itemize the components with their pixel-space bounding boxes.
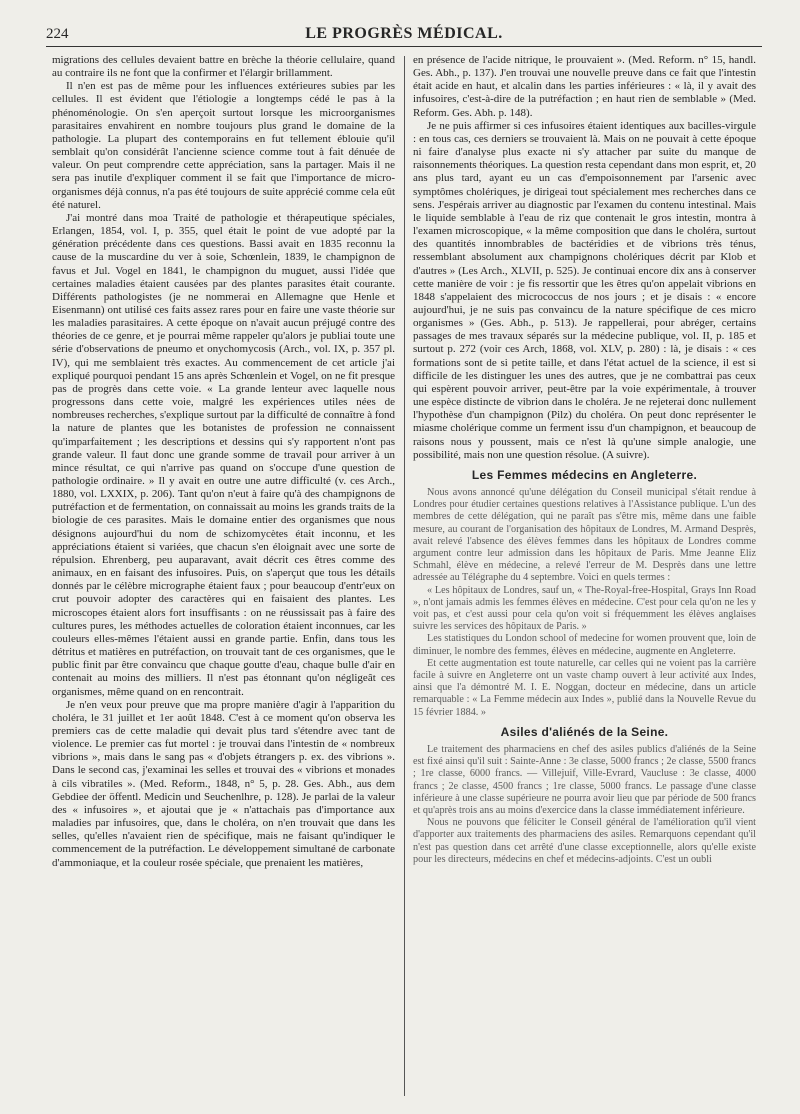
right-column xyxy=(413,54,756,1096)
paragraph: Il n'en est pas de même pour les influences extérieures subies par les cellules. Il est évident que l'étiologie a longtemps cédé le pas à la phénoménologie. On s'en aperçoit surtout lorsque les microorganismes parasitaires envahirent en nombre toujours plus grand le domaine de la pathologie. La plupart des contemporains en fut tellement éblouie qu'il semblait qu'on considérât l'ancienne science comme tout à fait dénuée de valeur. On peut comprendre cette appréciation, sans la partager. Mais il ne sera pas inutile d'expliquer comment il se fait que l'importance de micro-organismes déjà connus, n'a pas été toujours de suite apprécié comme cela eût été naturel. xyxy=(52,80,395,211)
paragraph: J'ai montré dans moa Traité de pathologie et thérapeutique spéciales, Erlangen, 1854, vol. I, p. 355, quel était le point de vue adopté par la génération précédente dans ces questions. Bassi avait en 1835 reconnu la cause de la muscardine du ver à soie, Schœnlein, 1839, le champignon de favus et Jul. Vogel en 1841, le champignon du muguet, aussi l'idée que certaines maladies étaient causées par des plantes parasites était courante. Différents pathologistes (je ne nommerai en Allemagne que Henle et Eisenmann) ont utilisé ces faits assez rares pour en faire une vaste théorie sur les maladies parasitaires. A cette époque on n'avait aucun préjugé contre des théories de ce genre, et je pourrai même rappeler qu'alors je publiai toute une série d'observations de pneumo et onychomycosis (Arch., vol. IX, p. 357 pl. IV), qui me semblaient très exactes. Au commencement de cet article j'ai expliqué pourquoi pendant 15 ans après Schœnlein et Vogel, on ne fit presque pas de progrès dans cette voie. « La grande lenteur avec laquelle nous progressons dans cette voie, malgré les expériences utiles nées de nombreuses recherches, s'explique surtout par la difficulté de connaître à fond la nature de plantes que les botanistes de profession ne connaissent qu'imparfaitement ; les descriptions et dessins qui s'y rapportent n'ont pas grande valeur. Il faut donc une grande somme de travail pour arriver à un mince résultat, ce qui n'arrive pas quand on s'occupe d'une question de pathologie ordinaire. » Il y avait en outre une autre difficulté (v. ces Arch., 1880, vol. LXXIX, p. 206). Tant qu'on n'eut à faire qu'à des champignons de putréfaction et de fermentation, on connaissait au moins les grands traits de la biologie de ces parasites. Mais le domaine entier des organismes que nous désignons aujourd'hui du nom de schizomycètes était inconnu, et les appréciations étaient si variées, que chacun s'en éloignait avec une sorte de répulsion. Ehrenberg, peu auparavant, avait décrit ces êtres comme des animaux, en en faisant des infusoires. Puis, on s'aperçut que tous les détails donnés par le célèbre micrographe étaient faux ; pour beaucoup d'entr'eux on crut pouvoir adopter des caractères qui en faisaient des plantes. Les microscopes étaient alors fort insuffisants : on ne réussissait pas à faire des cultures pures, les méthodes actuelles de coloration étaient inconnues, car les couleurs elles-mêmes l'étaient aussi en grande partie. Enfin, dans tous les détritus et matières en putréfaction, on trouvait tant de ces organismes, que le public finit par être convaincu que chaque goutte d'eau, chaque bulle d'air en contenait au moins des milliers. Il n'est pas étonnant qu'on négligeât ces organismes, même quand on en rencontrait. xyxy=(52,211,395,698)
quotation: « Les hôpitaux de Londres, sauf un, « The-Royal-free-Hospital, Grays Inn Road », n'ont jamais admis les femmes élèves en médecine. C'est pour cela qu'on ne les y voit pas, et c'est aussi pour cela qu'on voit si fréquemment les élèves anglaises suivre les services des hôpitaux de Paris. » xyxy=(413,584,756,633)
page-number: 224 xyxy=(46,26,69,42)
paragraph: Je ne puis affirmer si ces infusoires étaient identiques aux bacilles-virgule : en tous cas, ces derniers se trouvaient là. Mais on ne pouvait à cette époque ni faire d'analyse plus exacte ni s'y attacher par suite du manque de raisonnements théoriques. La question resta cependant dans mon esprit, et, 20 ans plus tard, ayant eu un cas d'empoisonnement par l'arsenic avec symptômes cholériques, je dirigeai tout spécialement mes recherches dans ce sens. J'espérais arriver au diagnostic par l'examen du contenu intestinal. Mais le liquide semblable à l'eau de riz que contenait le gros intestin, montra à l'examen microscopique, « la même composition que dans le choléra, surtout des quantités innombrables de bactéridies et de vibrions très ténus, ressemblant absolument aux champignons cholériques décrit par Klob et d'autres » (Les Arch., XLVII, p. 525). Je continuai encore dix ans à conserver cette manière de voir : je fis ressortir que les êtres qu'on appelait vibrions en 1848 s'appelaient des micrococcus de nos jours ; et je disais : « encore aujourd'hui, je ne suis pas convaincu de la nature spécifique de ces micro organismes » (Ges. Abh., p. 513). Je rappellerai, pour abréger, certains passages de mes travaux séparés sur la médecine publique, vol. II, p. 185 et surtout p. 272 (voir ces Arch, 1868, vol. XLV, p. 280) : là, je disais : « ces formations sont de si petite taille, et dans l'état actuel de la science, il est si difficile de les distinguer les unes des autres, que je ne combattrai pas ceux qui espèrent pouvoir arriver, peut-être par la voie expérimentale, à trouver une espèce distincte de vibrion dans le choléra. Je ne rejeterai donc nullement l'hypothèse d'un champignon (Pilz) du choléra. On peut donc représenter le miasme cholérique comme un ferment issu d'un champignon, et beaucoup de raisons nous y poussent, mais ce n'est là qu'une simple analogie, une possibilité, mais non une question résolue. (A suivre). xyxy=(413,119,756,461)
paragraph: migrations des cellules devaient battre en brèche la théorie cellulaire, quand au contraire ils ne font que la confirmer et l'élargir brillamment. xyxy=(52,54,395,80)
page-header xyxy=(46,24,762,47)
paragraph: Et cette augmentation est toute naturelle, car celles qui ne voient pas la carrière facile à suivre en Angleterre ont un vaste champ ouvert à leur activité aux Indes, ainsi que l'a démontré M. I. E. Noggan, docteur en médecine, dans un article remarquable : « La Femme médecin aux Indes », publié dans la Nouvelle Revue du 15 février 1884. » xyxy=(413,657,756,718)
paragraph: Nous avons annoncé qu'une délégation du Conseil municipal s'était rendue à Londres pour étudier certaines questions relatives à l'Assistance publique. L'un des membres de cette délégation, qui ne paraît pas s'être mis, même dans une faible mesure, au courant de l'organisation des hôpitaux de Londres, M. Armand Desprès, avait relevé l'absence des élèves femmes dans les hôpitaux de Londres comme argument contre leur admission dans les hôpitaux de Paris. Mme Jeanne Eliz Schmahl, élève en médecine, a relevé l'erreur de M. Desprès dans une lettre adressée au Télégraphe du 4 septembre. Voici en quels termes : xyxy=(413,487,756,584)
running-title: LE PROGRÈS MÉDICAL. xyxy=(305,25,503,42)
paragraph: Les statistiques du London school of medecine for women prouvent que, loin de diminuer, le nombre des femmes, élèves en médecine, augmente en Angleterre. xyxy=(413,633,756,657)
paragraph: en présence de l'acide nitrique, le prouvaient ». (Med. Reform. n° 15, handl. Ges. Abh., p. 137). J'en trouvai une nouvelle preuve dans ce fait que l'intestin était acide en haut, et alcalin dans les parties inférieures : « là, il y avait des infusoires, c'est-à-dire de la putréfaction ; en haut rien de semblable » (Med. Reform. Ges. Abh. p. 148). xyxy=(413,54,756,119)
paragraph: Le traitement des pharmaciens en chef des asiles publics d'aliénés de la Seine est fixé ainsi qu'il suit : Sainte-Anne : 3e classe, 5000 francs ; 2e classe, 5500 francs ; 1re classe, 6000 francs. — Villejuif, Ville-Evrard, Vaucluse : 3e classe, 4000 francs ; 2e classe, 4500 francs ; 1re classe, 5000 francs. Le passage d'une classe inférieure à une classe supérieure ne pourra avoir lieu que par période de 500 francs et qu'après trois ans au moins d'exercice dans la classe immédiatement inférieure. xyxy=(413,744,756,817)
section-title-asiles: Asiles d'aliénés de la Seine. xyxy=(500,724,669,739)
column-divider xyxy=(404,56,405,1096)
left-column xyxy=(52,54,395,1096)
section-title-femmes-medecins: Les Femmes médecins en Angleterre. xyxy=(471,467,698,482)
paragraph: Nous ne pouvons que féliciter le Conseil général de l'amélioration qu'il vient d'apporter aux traitements des pharmaciens des asiles. Remarquons cependant qu'il n'est pas question dans cet arrêté d'une classe exceptionnelle, alors qu'elle existe pour les directeurs, médecins en chef et médecins-adjoints. C'est un oubli xyxy=(413,817,756,865)
paragraph: Je n'en veux pour preuve que ma propre manière d'agir à l'apparition du choléra, le 31 juillet et 1er août 1848. C'est à ce moment qu'on observa les premiers cas de cette maladie qui devait plus tard s'étendre avec tant de violence. Le premier cas fut mortel : je trouvai dans l'intestin de « nombreux vibrions », mais dans le sang pas « d'objets étrangers p. ex. des vibrions ». Dans le second cas, j'examinai les selles et trouvai des « vibrions et monades à cils vibratiles ». (Med. Reform., 1848, n° 5, p. 28. Ges. Abh., aus dem Gebdiee der öffentl. Medicin und Seuchenlhre, p. 128). Je parlai de la valeur des « infusoires », et ajoutai que je « n'attachais pas d'importance aux maladies par infusoires, que, dans le choléra, on n'en trouvait que dans les selles, qu'elles n'avaient rien de spécifique, mais ne faisant qu'indiquer le commencement de la putréfaction. Le développement simultané de carbonate d'ammoniaque, et la couleur rosée spéciale, que prenaient les matières, xyxy=(52,698,395,869)
